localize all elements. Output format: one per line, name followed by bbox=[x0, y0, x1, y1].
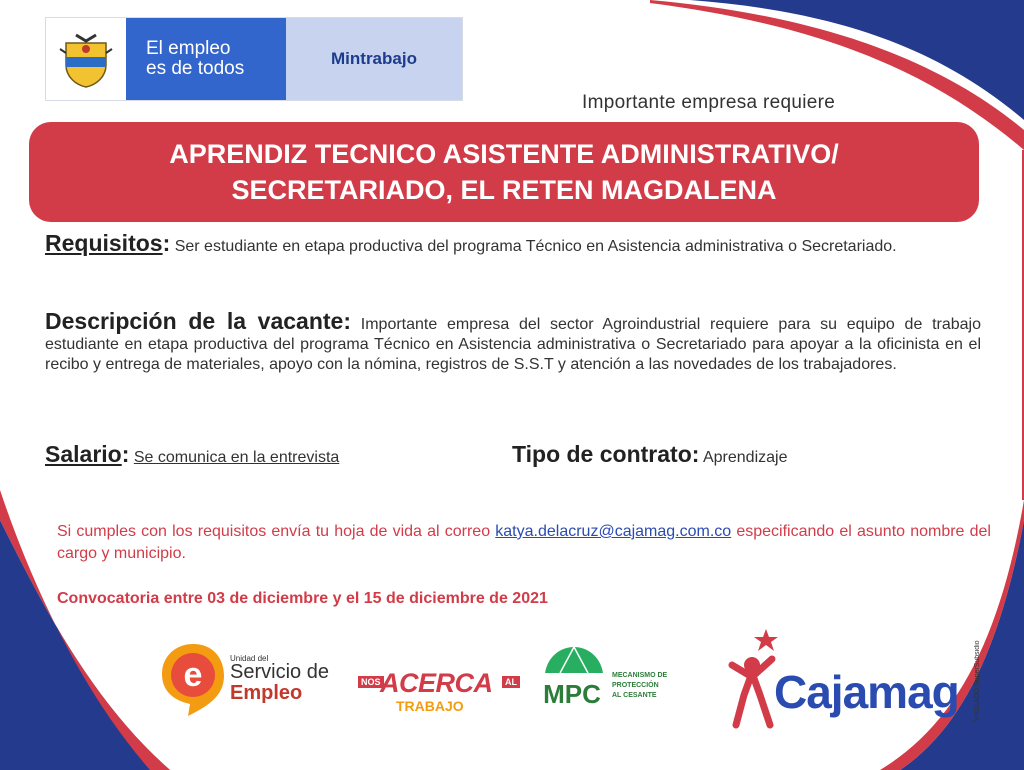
descripcion-label: Descripción de la vacante bbox=[45, 308, 344, 334]
descripcion-text: Importante empresa del sector Agroindustrial requiere para su equipo de trabajo estudiante en etapa productiva del programa Técnico en Asistencia administrativa o Secretariado para apoyar a la oficinista en el recibo y entrega de materiales, apoyo con la nómina, registros de S.S.T y atención a las novedades de los trabajadores. bbox=[45, 316, 982, 373]
mpc-logo bbox=[540, 645, 670, 715]
title-line2: SECRETARIADO, EL RETEN MAGDALENA bbox=[231, 175, 777, 205]
umbrella-icon bbox=[540, 645, 610, 715]
servicio-empleo-icon bbox=[158, 640, 228, 720]
cajamag-figure-icon bbox=[722, 625, 782, 730]
intro-text: Importante empresa requiere bbox=[582, 92, 836, 113]
mpc-line2: PROTECCIÓN bbox=[612, 682, 659, 689]
apply-text: Si cumples con los requisitos envía tu hoja de vida al correo bbox=[57, 523, 491, 540]
government-header bbox=[45, 17, 463, 101]
contrato-section: Tipo de contrato: Aprendizaje bbox=[512, 441, 788, 467]
requisitos-text: Ser estudiante en etapa productiva del programa Técnico en Asistencia administrativa o Secretariado. bbox=[174, 238, 897, 255]
descripcion-section: Descripción de la vacante: Importante empresa del sector Agroindustrial requiere para su equipo de trabajo estudiante en etapa productiva del programa Técnico en Asistencia administrativa o Secretariado para apoyar a la oficinista en el recibo y entrega de materiales, apoyo con la nómina, registros de S.S.T y atención a las novedades de los trabajadores. bbox=[45, 308, 982, 373]
salario-section: Salario: Se comunica en la entrevista bbox=[45, 441, 340, 467]
servicio-empleo-logo bbox=[158, 640, 348, 720]
nos-text: NOS bbox=[358, 676, 384, 688]
gov-slogan-line2: es de todos bbox=[146, 58, 245, 79]
ministry-name: Mintrabajo bbox=[286, 18, 462, 100]
coat-of-arms-icon bbox=[46, 18, 126, 100]
servicio-line1: Servicio de bbox=[230, 661, 329, 683]
email-link[interactable]: katya.delacruz@cajamag.com.co bbox=[495, 523, 732, 540]
supersubsidio-text: VIGILADO SuperSubsidio bbox=[974, 640, 981, 721]
cajamag-wordmark: Cajamag bbox=[774, 666, 959, 718]
requisitos-section: Requisitos: Ser estudiante en etapa productiva del programa Técnico en Asistencia administrativa o Secretariado. bbox=[45, 230, 897, 256]
servicio-line2: Empleo bbox=[230, 682, 303, 704]
title-banner bbox=[29, 122, 979, 222]
requisitos-label: Requisitos bbox=[45, 230, 163, 256]
contrato-label: Tipo de contrato bbox=[512, 441, 692, 467]
supersubsidio-seal bbox=[974, 633, 994, 728]
convocatoria-dates: Convocatoria entre 03 de diciembre y el 15 de diciembre de 2021 bbox=[57, 590, 548, 607]
mpc-description bbox=[612, 671, 667, 701]
mpc-line3: AL CESANTE bbox=[612, 692, 657, 699]
mpc-line1: MECANISMO DE bbox=[612, 672, 668, 679]
servicio-empleo-letter: e bbox=[183, 656, 203, 694]
nos-acerca-logo bbox=[358, 668, 520, 718]
acerca-text: ACERCA bbox=[380, 668, 493, 698]
gov-slogan bbox=[126, 18, 286, 100]
contrato-text: Aprendizaje bbox=[702, 449, 788, 466]
servicio-small: Unidad del bbox=[230, 654, 269, 663]
apply-text-after: especificando el asunto nombre del cargo y municipio. bbox=[57, 523, 991, 562]
salario-text: Se comunica en la entrevista bbox=[133, 449, 340, 466]
salario-label: Salario bbox=[45, 441, 122, 467]
apply-section bbox=[57, 521, 991, 565]
title-line1: APRENDIZ TECNICO ASISTENTE ADMINISTRATIVO/ bbox=[169, 139, 839, 169]
cajamag-logo bbox=[722, 625, 1007, 735]
al-text: AL bbox=[502, 676, 520, 688]
mpc-letters: MPC bbox=[543, 679, 601, 709]
trabajo-text: TRABAJO bbox=[396, 698, 464, 714]
gov-slogan-line1: El empleo bbox=[146, 38, 231, 59]
